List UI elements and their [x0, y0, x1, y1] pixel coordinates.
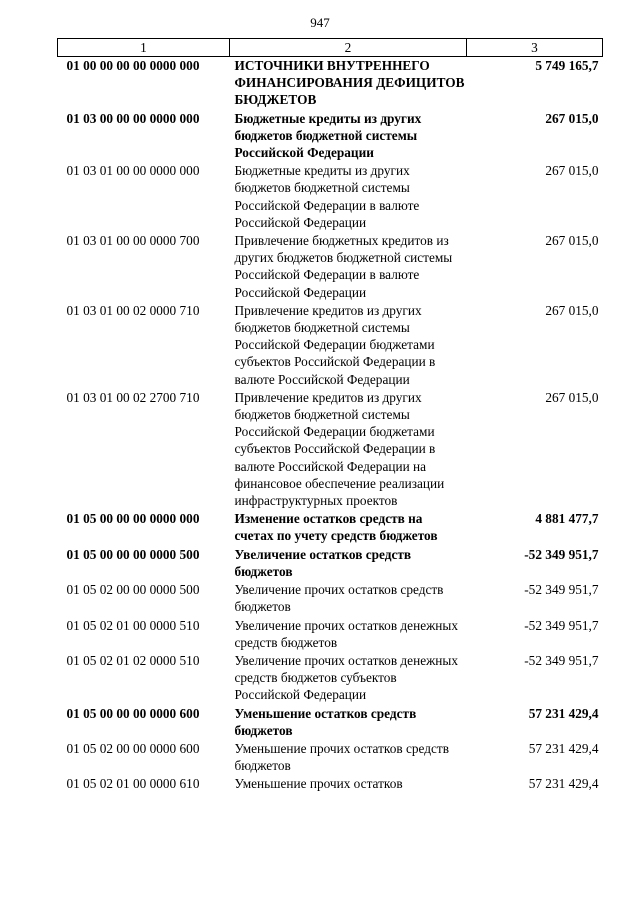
- budget-code-cell: 01 05 02 01 00 0000 610: [66, 776, 200, 792]
- amount-cell: 5 749 165,7: [535, 58, 599, 73]
- amount-cell: 57 231 429,4: [528, 776, 599, 792]
- table-header: [58, 39, 603, 57]
- budget-code-cell: 01 03 01 00 00 0000 700: [66, 233, 200, 249]
- table-row: [58, 775, 603, 793]
- amount-cell: 267 015,0: [545, 233, 599, 249]
- table-row: [58, 652, 603, 705]
- budget-code-cell: 01 00 00 00 00 0000 000: [66, 58, 200, 73]
- table-row: [58, 232, 603, 302]
- column-number-amount: 3: [467, 39, 603, 57]
- table-row: [58, 57, 603, 110]
- financing-table: [57, 38, 603, 794]
- budget-code-cell: 01 03 01 00 02 0000 710: [66, 302, 200, 318]
- source-name-cell: Увеличение прочих остатков средств бюджетов: [234, 582, 444, 615]
- table-row: [58, 389, 603, 510]
- budget-code-cell: 01 05 02 01 02 0000 510: [66, 652, 200, 668]
- source-name-cell: Уменьшение остатков средств бюджетов: [234, 705, 417, 738]
- amount-cell: 4 881 477,7: [535, 511, 599, 527]
- table-body: [58, 57, 603, 794]
- source-name-cell: Привлечение кредитов из других бюджетов бюджетной системы Российской Федерации бюджетами субъектов Российской Федерации в валюте Российской Федерации: [234, 302, 436, 387]
- amount-cell: 267 015,0: [545, 163, 599, 179]
- source-name-cell: Уменьшение прочих остатков средств бюджетов: [234, 740, 449, 774]
- source-name-cell: Привлечение кредитов из других бюджетов бюджетной системы Российской Федерации бюджетами субъектов Российской Федерации в валюте Российской Федерации на финансовое обеспечение реализации инфраструктурных проектов: [234, 389, 445, 509]
- amount-cell: 57 231 429,4: [528, 705, 599, 721]
- table-row: [58, 110, 603, 163]
- table-row: [58, 302, 603, 389]
- table-row: [58, 162, 603, 232]
- budget-code-cell: 01 03 01 00 00 0000 000: [66, 163, 200, 179]
- table-row: [58, 705, 603, 740]
- column-number-code: 1: [58, 39, 230, 57]
- source-name-cell: Увеличение остатков средств бюджетов: [234, 546, 412, 579]
- table-row: [58, 581, 603, 616]
- budget-code-cell: 01 05 02 00 00 0000 600: [66, 740, 200, 756]
- amount-cell: 267 015,0: [545, 302, 599, 318]
- budget-code-cell: 01 05 00 00 00 0000 000: [66, 511, 200, 527]
- budget-code-cell: 01 05 02 01 00 0000 510: [66, 617, 200, 633]
- table-row: [58, 510, 603, 545]
- source-name-cell: Изменение остатков средств на счетах по учету средств бюджетов: [234, 511, 438, 544]
- table-row: [58, 617, 603, 652]
- source-name-cell: Увеличение прочих остатков денежных средств бюджетов: [234, 617, 458, 650]
- amount-cell: -52 349 951,7: [524, 652, 599, 668]
- amount-cell: 57 231 429,4: [528, 740, 599, 756]
- amount-cell: 267 015,0: [545, 389, 599, 405]
- source-name-cell: Увеличение прочих остатков денежных средств бюджетов субъектов Российской Федерации: [234, 652, 458, 703]
- budget-code-cell: 01 05 00 00 00 0000 500: [66, 546, 200, 562]
- amount-cell: -52 349 951,7: [524, 617, 599, 633]
- amount-cell: -52 349 951,7: [524, 582, 599, 598]
- budget-code-cell: 01 03 01 00 02 2700 710: [66, 389, 200, 405]
- budget-code-cell: 01 05 02 00 00 0000 500: [66, 582, 200, 598]
- budget-code-cell: 01 05 00 00 00 0000 600: [66, 705, 200, 721]
- column-number-row: [58, 39, 603, 57]
- amount-cell: -52 349 951,7: [524, 546, 599, 562]
- source-name-cell: ИСТОЧНИКИ ВНУТРЕННЕГО ФИНАНСИРОВАНИЯ ДЕФИЦИТОВ БЮДЖЕТОВ: [234, 58, 465, 108]
- source-name-cell: Уменьшение прочих остатков: [234, 776, 403, 792]
- table-row: [58, 740, 603, 775]
- column-number-name: 2: [230, 39, 467, 57]
- source-name-cell: Бюджетные кредиты из других бюджетов бюджетной системы Российской Федерации в валюте Российской Федерации: [234, 163, 420, 230]
- page-number: 947: [310, 15, 330, 30]
- source-name-cell: Привлечение бюджетных кредитов из других бюджетов бюджетной системы Российской Федерации в валюте Российской Федерации: [234, 233, 453, 300]
- budget-code-cell: 01 03 00 00 00 0000 000: [66, 110, 200, 126]
- table-row: [58, 546, 603, 581]
- source-name-cell: Бюджетные кредиты из других бюджетов бюджетной системы Российской Федерации: [234, 110, 422, 161]
- budget-sources-table: [57, 38, 602, 794]
- amount-cell: 267 015,0: [545, 110, 599, 126]
